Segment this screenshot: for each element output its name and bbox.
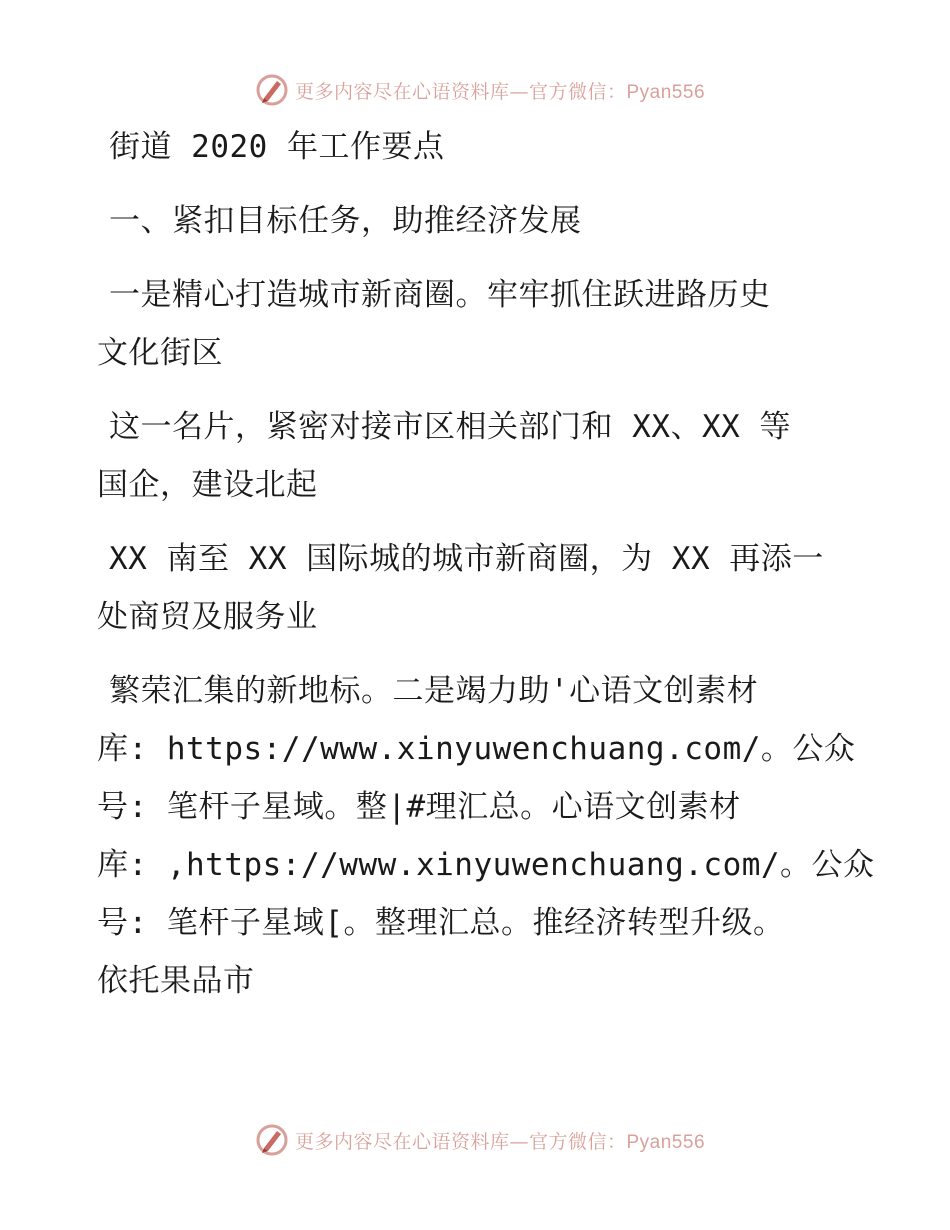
header-watermark <box>0 70 950 110</box>
watermark-text: 更多内容尽在心语资料库—官方微信：Pyan556 <box>294 80 706 103</box>
section-heading-1: 一、紧扣目标任务，助推经济发展 <box>109 203 582 239</box>
paragraph-2-line-1: 这一名片，紧密对接市区相关部门和 XX、XX 等 <box>109 409 791 445</box>
paragraph-4-line-1: 繁荣汇集的新地标。二是竭力助'心语文创素材 <box>109 673 759 709</box>
footer-watermark <box>0 1120 950 1160</box>
paragraph-4-line-5: 号: 笔杆子星域[。整理汇总。推经济转型升级。 <box>97 905 785 941</box>
wechat-id: Pyan556 <box>626 81 706 103</box>
paragraph-4-line-4: 库: ,https://www.xinyuwenchuang.com/。公众 <box>97 847 875 883</box>
wechat-id: Pyan556 <box>626 1131 706 1153</box>
paragraph-1-line-2: 文化街区 <box>97 335 223 371</box>
watermark-group <box>255 1123 705 1157</box>
paragraph-3-line-1: XX 南至 XX 国际城的城市新商圈，为 XX 再添一 <box>109 541 824 577</box>
watermark-text: 更多内容尽在心语资料库—官方微信：Pyan556 <box>294 1130 706 1153</box>
pen-logo-icon <box>255 73 289 107</box>
paragraph-4-line-2: 库: https://www.xinyuwenchuang.com/。公众 <box>97 731 856 767</box>
paragraph-4-line-3: 号: 笔杆子星域。整|#理汇总。心语文创素材 <box>97 789 741 825</box>
paragraph-1-line-1: 一是精心打造城市新商圈。牢牢抓住跃进路历史 <box>109 277 771 313</box>
paragraph-2-line-2: 国企，建设北起 <box>97 467 318 503</box>
document-body <box>97 118 875 1010</box>
pen-logo-icon <box>255 1123 289 1157</box>
watermark-group <box>255 73 705 107</box>
paragraph-4-line-6: 依托果品市 <box>97 963 255 999</box>
document-title: 街道 2020 年工作要点 <box>109 129 445 165</box>
paragraph-3-line-2: 处商贸及服务业 <box>97 599 318 635</box>
